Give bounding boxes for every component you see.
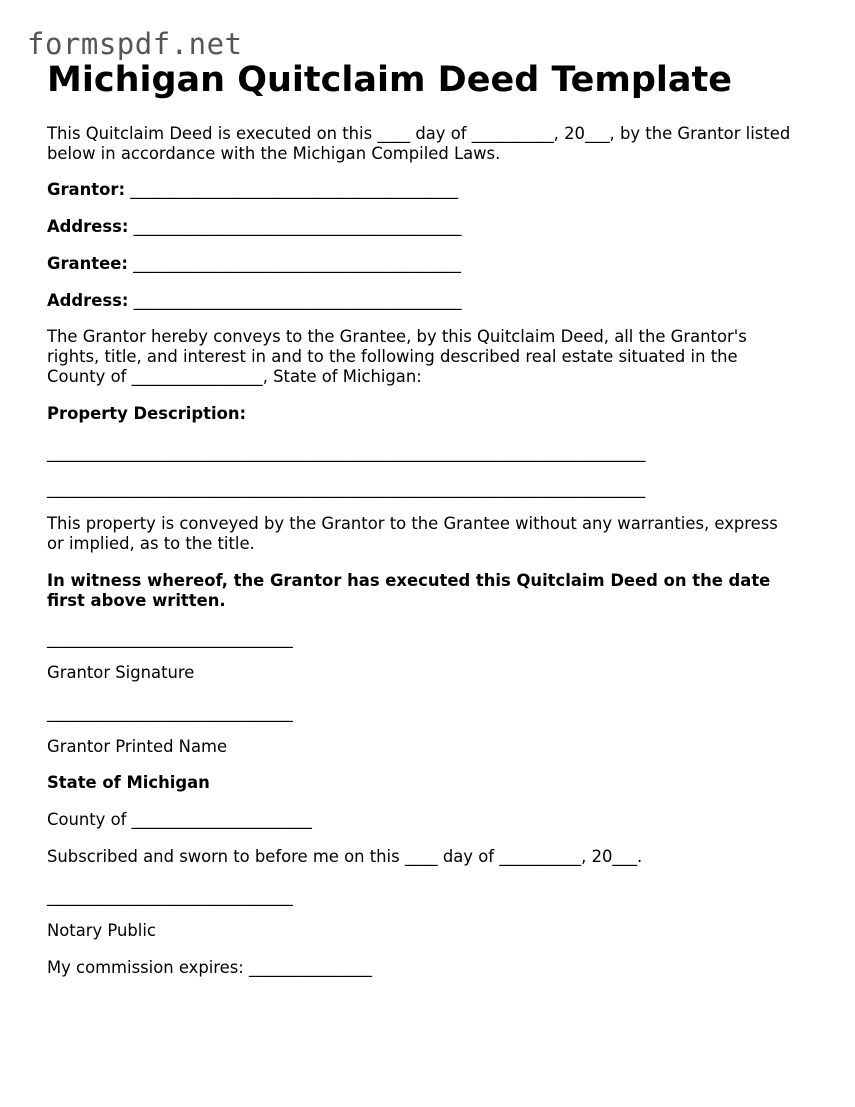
warranty-line-2: or implied, as to the title.: [47, 534, 255, 553]
notary-subscribed: Subscribed and sworn to before me on this ____ day of __________, 20___.: [47, 847, 643, 866]
notary-public-label: Notary Public: [47, 921, 156, 940]
grantee-blank[interactable]: ________________________________________: [133, 254, 461, 273]
intro-line-2: below in accordance with the Michigan Compiled Laws.: [47, 144, 501, 163]
grantee-address-label: Address:: [47, 291, 129, 310]
grantor-label: Grantor:: [47, 180, 125, 199]
conveyance-line-2: rights, title, and interest in and to the following described real estate situated in the: [47, 347, 738, 366]
notary-state: State of Michigan: [47, 773, 210, 792]
page-title: Michigan Quitclaim Deed Template: [47, 60, 733, 100]
grantor-signature-label: Grantor Signature: [47, 663, 195, 682]
grantee-field: [47, 254, 461, 274]
grantor-printed-name-blank[interactable]: ______________________________: [47, 703, 293, 722]
conveyance-line-1: The Grantor hereby conveys to the Grantee, by this Quitclaim Deed, all the Grantor's: [47, 327, 747, 346]
property-description-blank-2[interactable]: _________________________________________________________________________: [47, 479, 646, 498]
grantee-address-field: [47, 291, 461, 311]
grantee-label: Grantee:: [47, 254, 128, 273]
notary-county: County of ______________________: [47, 810, 312, 829]
grantor-address-label: Address:: [47, 217, 129, 236]
notary-signature-blank[interactable]: ______________________________: [47, 887, 293, 906]
watermark: formspdf.net: [27, 27, 243, 61]
grantor-address-blank[interactable]: ________________________________________: [133, 217, 462, 236]
conveyance-line-3: County of ________________, State of Michigan:: [47, 367, 422, 386]
witness-line-2: first above written.: [47, 591, 226, 610]
grantor-printed-name-label: Grantor Printed Name: [47, 737, 228, 756]
intro-line-1: This Quitclaim Deed is executed on this ____ day of __________, 20___, by the Grantor listed: [47, 124, 791, 143]
grantor-blank[interactable]: ________________________________________: [130, 180, 459, 199]
grantor-signature-blank[interactable]: ______________________________: [47, 629, 293, 648]
warranty-line-1: This property is conveyed by the Grantor to the Grantee without any warranties, express: [47, 514, 778, 533]
grantor-field: [47, 180, 458, 200]
property-description-blank-1[interactable]: _________________________________________________________________________: [47, 443, 646, 462]
grantee-address-blank[interactable]: ________________________________________: [133, 291, 462, 310]
notary-commission-expires: My commission expires: _______________: [47, 958, 372, 977]
property-description-heading: Property Description:: [47, 404, 247, 423]
witness-line-1: In witness whereof, the Grantor has executed this Quitclaim Deed on the date: [47, 571, 771, 590]
grantor-address-field: [47, 217, 461, 237]
